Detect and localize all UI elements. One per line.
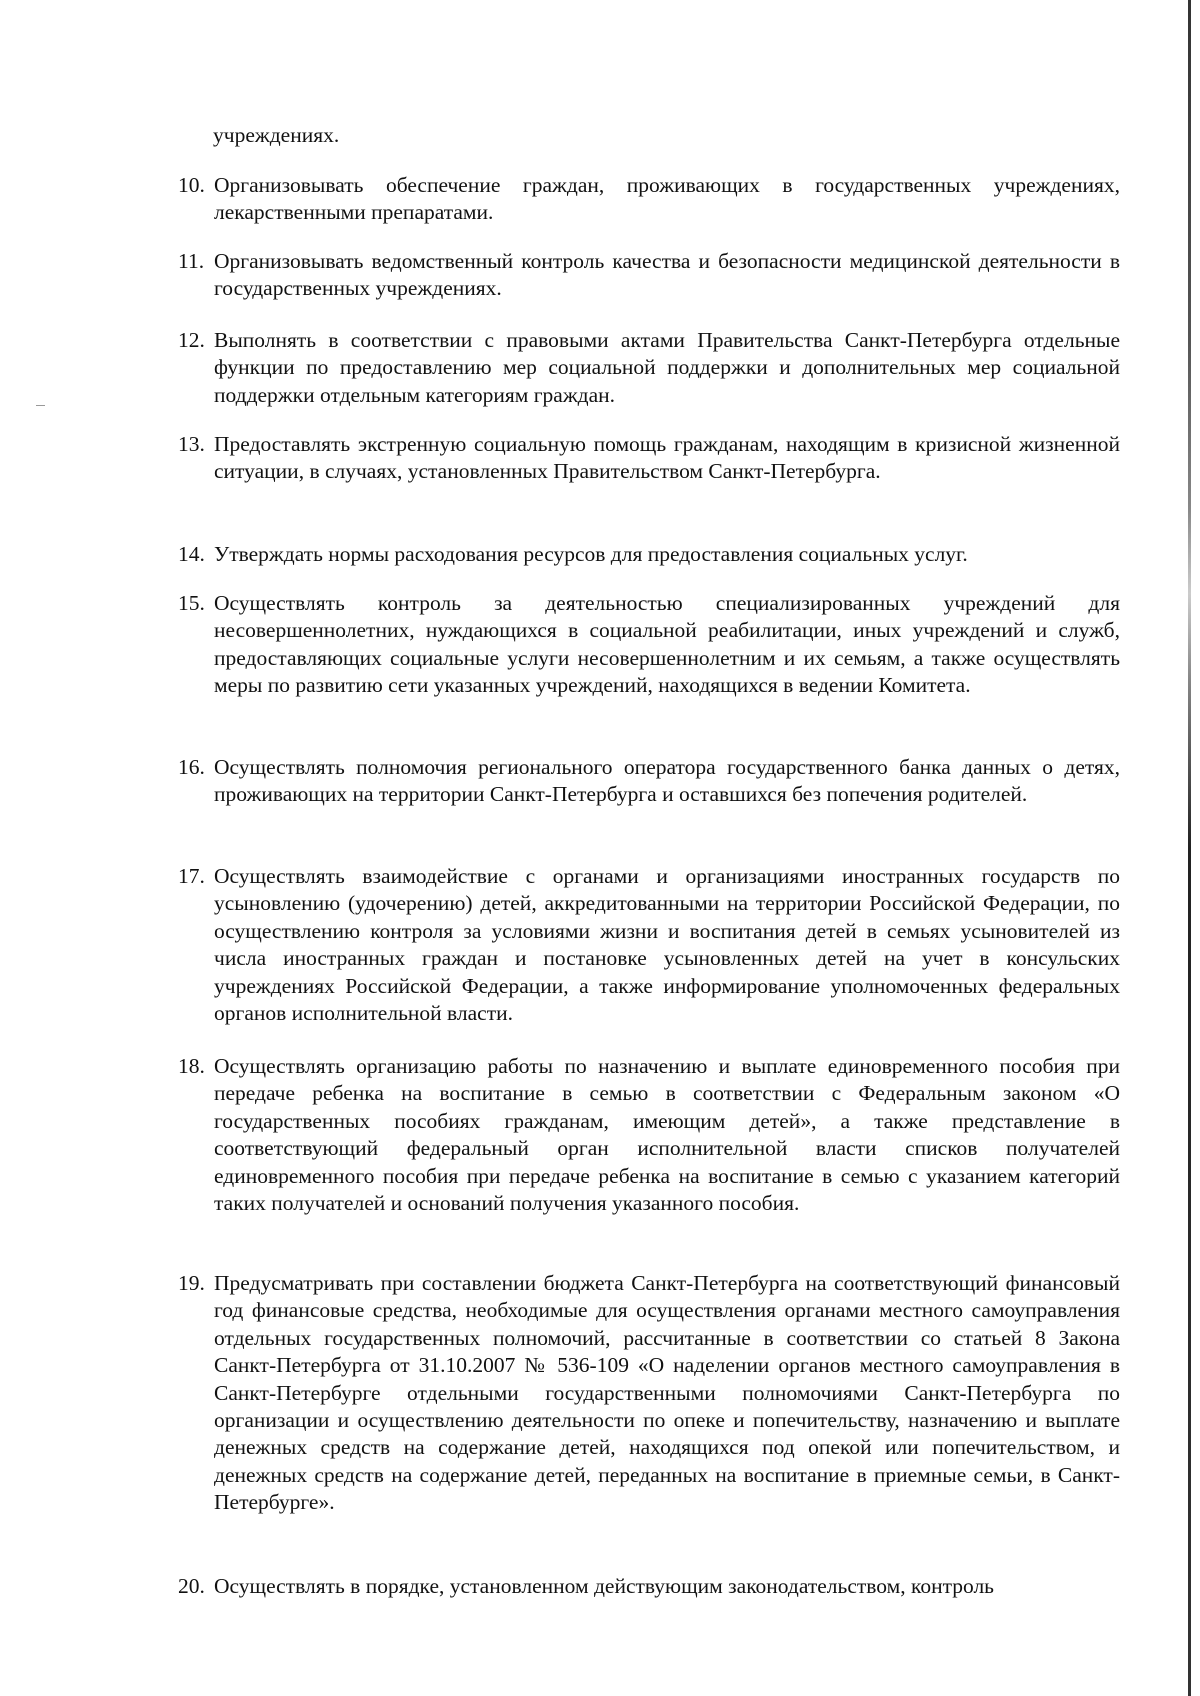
item-number: 18. xyxy=(178,1054,205,1078)
list-item xyxy=(178,1573,1120,1600)
list-item xyxy=(178,248,1120,303)
item-number: 11. xyxy=(178,249,205,273)
item-text: Осуществлять контроль за деятельностью специализированных учреждений для несовершеннолетних, нуждающихся в социальной реабилитации, иных учреждений и служб, предоставляющих социальные услуги несовершеннолетним и их семьям, а также осуществлять меры по развитию сети указанных учреждений, находящихся в ведении Комитета. xyxy=(214,591,1120,698)
list-item xyxy=(178,590,1120,700)
scan-artifact xyxy=(36,405,45,406)
item-text: Осуществлять организацию работы по назначению и выплате единовременного пособия при передаче ребенка на воспитание в семью в соответствии с Федеральным законом «О государственных пособиях гражданам, имеющим детей», а также представление в соответствующий федеральный орган исполнительной власти списков получателей единовременного пособия при передаче ребенка на воспитание в семью с указанием категорий таких получателей и оснований получения указанного пособия. xyxy=(214,1054,1120,1216)
list-item xyxy=(178,863,1120,1027)
list-item xyxy=(178,541,1120,568)
item-text: Выполнять в соответствии с правовыми актами Правительства Санкт-Петербурга отдельные функции по предоставлению мер социальной поддержки и дополнительных мер социальной поддержки отдельным категориям граждан. xyxy=(214,328,1120,407)
item-text: Организовывать ведомственный контроль качества и безопасности медицинской деятельности в государственных учреждениях. xyxy=(214,249,1120,301)
item-number: 17. xyxy=(178,864,205,888)
list-item xyxy=(178,431,1120,486)
item-number: 13. xyxy=(178,432,205,456)
item-text: Осуществлять в порядке, установленном действующим законодательством, контроль xyxy=(214,1574,994,1598)
continuation-text: учреждениях. xyxy=(213,123,340,147)
list-item xyxy=(178,754,1120,809)
item-number: 12. xyxy=(178,328,205,352)
list-item xyxy=(178,172,1120,227)
item-text: Утверждать нормы расходования ресурсов для предоставления социальных услуг. xyxy=(214,542,968,566)
item-text: Осуществлять взаимодействие с органами и организациями иностранных государств по усыновлению (удочерению) детей, аккредитованными на территории Российской Федерации, по осуществлению контроля за условиями жизни и воспитания детей в семьях усыновителей из числа иностранных граждан и постановке усыновленных детей на учет в консульских учреждениях Российской Федерации, а также информирование уполномоченных федеральных органов исполнительной власти. xyxy=(214,864,1120,1026)
list-item xyxy=(178,327,1120,409)
item-number: 15. xyxy=(178,591,205,615)
item-number: 10. xyxy=(178,173,205,197)
item-text: Осуществлять полномочия регионального оператора государственного банка данных о детях, проживающих на территории Санкт-Петербурга и оставшихся без попечения родителей. xyxy=(214,755,1120,807)
list-item xyxy=(178,1270,1120,1517)
list-item xyxy=(178,1053,1120,1217)
item-number: 16. xyxy=(178,755,205,779)
item-number: 19. xyxy=(178,1271,205,1295)
item-text: Предоставлять экстренную социальную помощь гражданам, находящим в кризисной жизненной ситуации, в случаях, установленных Правительством Санкт-Петербурга. xyxy=(214,432,1120,484)
scan-edge-line xyxy=(1188,0,1191,1696)
item-text: Предусматривать при составлении бюджета Санкт-Петербурга на соответствующий финансовый год финансовые средства, необходимые для осуществления органами местного самоуправления отдельных государственных полномочий, рассчитанные в соответствии со статьей 8 Закона Санкт-Петербурга от 31.10.2007 № 536-109 «О наделении органов местного самоуправления в Санкт-Петербурге отдельными государственными полномочиями Санкт-Петербурга по организации и осуществлению деятельности по опеке и попечительству, назначению и выплате денежных средств на содержание детей, находящихся под опекой или попечительством, и денежных средств на содержание детей, переданных на воспитание в приемные семьи, в Санкт-Петербурге». xyxy=(214,1271,1120,1515)
item-number: 14. xyxy=(178,542,205,566)
item-text: Организовывать обеспечение граждан, проживающих в государственных учреждениях, лекарственными препаратами. xyxy=(214,173,1120,225)
item-number: 20. xyxy=(178,1574,205,1598)
